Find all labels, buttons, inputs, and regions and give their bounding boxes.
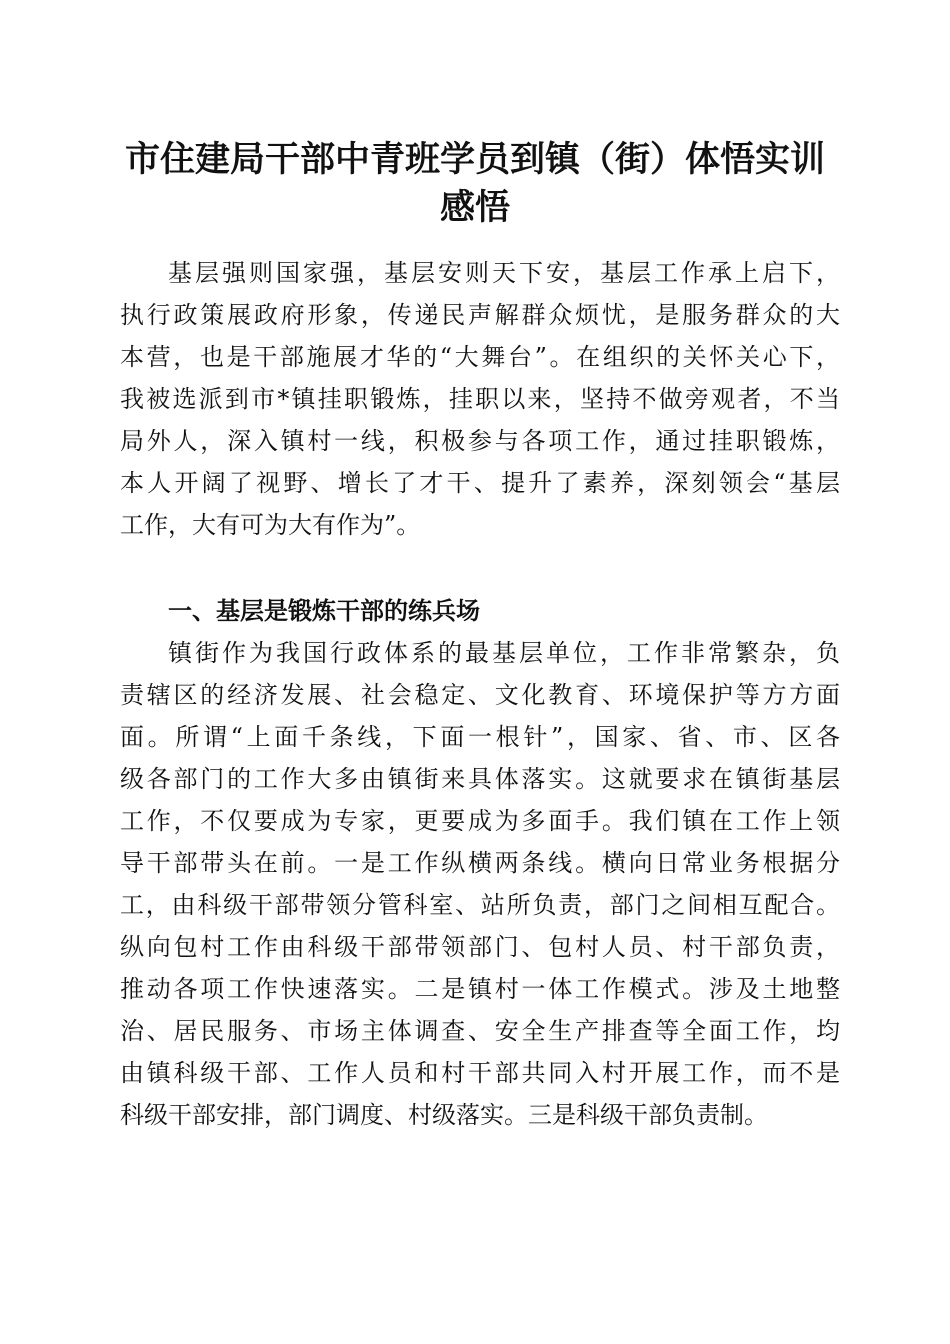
paragraph-line: 由镇科级干部、工作人员和村干部共同入村开展工作，而不是 [120, 1059, 840, 1087]
paragraph-line: 导干部带头在前。一是工作纵横两条线。横向日常业务根据分 [120, 849, 840, 877]
section-paragraph [120, 632, 840, 1136]
paragraph-line: 基层强则国家强，基层安则天下安，基层工作承上启下， [168, 259, 840, 287]
paragraph-line: 局外人，深入镇村一线，积极参与各项工作，通过挂职锻炼， [120, 427, 840, 455]
paragraph-line: 镇街作为我国行政体系的最基层单位，工作非常繁杂，负 [168, 639, 840, 667]
paragraph-line: 我被选派到市*镇挂职锻炼，挂职以来，坚持不做旁观者，不当 [120, 385, 840, 413]
paragraph-line: 推动各项工作快速落实。二是镇村一体工作模式。涉及土地整 [120, 975, 840, 1003]
section-heading: 一、基层是锻炼干部的练兵场 [168, 597, 480, 625]
document-title-line-1: 市住建局干部中青班学员到镇（街）体悟实训 [124, 139, 825, 180]
paragraph-line: 治、居民服务、市场主体调查、安全生产排查等全面工作，均 [120, 1017, 840, 1045]
paragraph-line: 工，由科级干部带领分管科室、站所负责，部门之间相互配合。 [120, 891, 840, 919]
paragraph-line: 纵向包村工作由科级干部带领部门、包村人员、村干部负责， [120, 933, 840, 961]
paragraph-line: 面。所谓“上面千条线，下面一根针”，国家、省、市、区各 [120, 723, 840, 751]
paragraph-line: 责辖区的经济发展、社会稳定、文化教育、环境保护等方方面 [120, 681, 840, 709]
paragraph-line: 工作，不仅要成为专家，更要成为多面手。我们镇在工作上领 [120, 807, 840, 835]
paragraph-line: 本营，也是干部施展才华的“大舞台”。在组织的关怀关心下， [120, 343, 840, 371]
intro-paragraph [120, 252, 840, 546]
paragraph-line: 本人开阔了视野、增长了才干、提升了素养，深刻领会“基层 [120, 469, 840, 497]
paragraph-line: 工作，大有可为大有作为”。 [120, 511, 421, 539]
paragraph-line: 级各部门的工作大多由镇街来具体落实。这就要求在镇街基层 [120, 765, 840, 793]
document-title-line-2: 感悟 [439, 187, 510, 228]
paragraph-line: 执行政策展政府形象，传递民声解群众烦忧，是服务群众的大 [120, 301, 840, 329]
paragraph-line: 科级干部安排，部门调度、村级落实。三是科级干部负责制。 [120, 1101, 768, 1129]
